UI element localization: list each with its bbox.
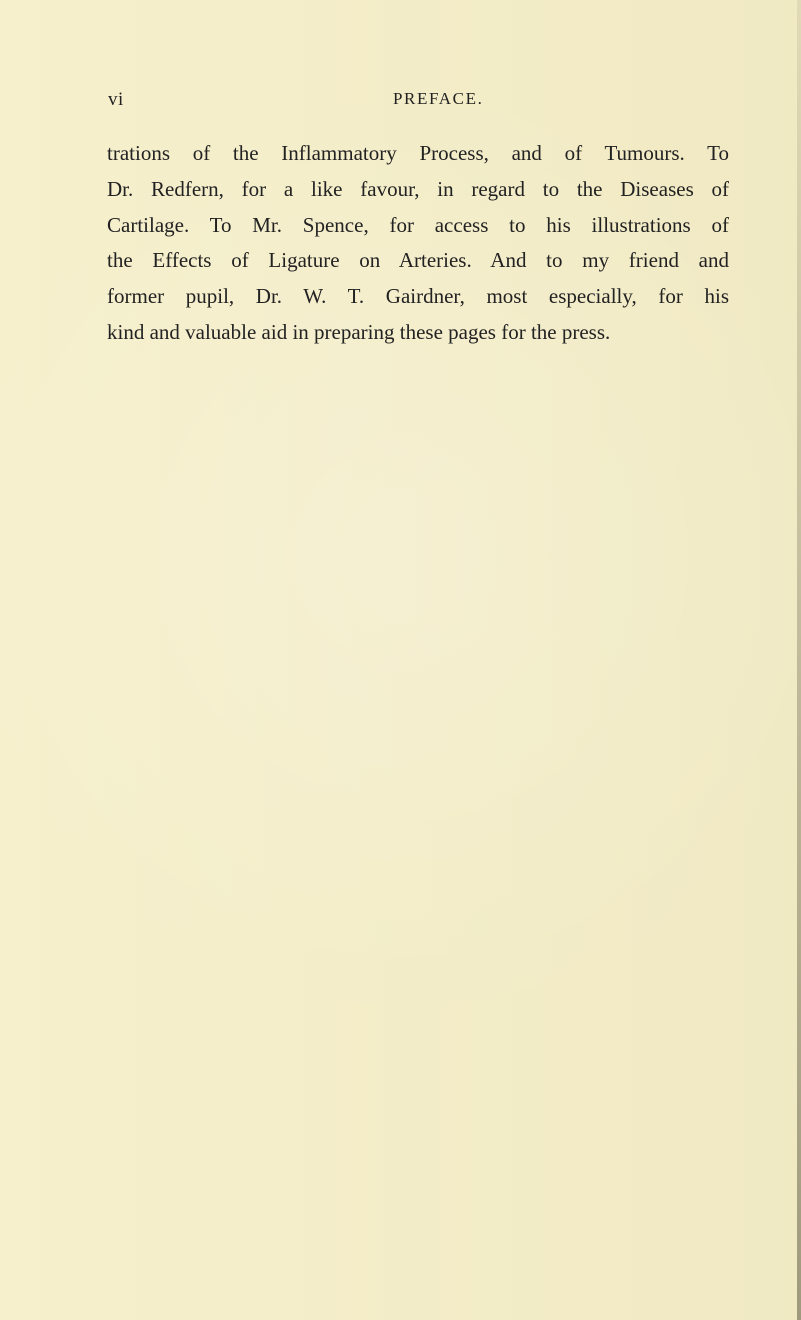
text-line: kind and valuable aid in preparing these pages for the press. — [107, 319, 611, 344]
running-title: PREFACE. — [393, 89, 484, 108]
page-edge-shadow — [797, 0, 801, 1320]
text-line: Dr. Redfern, for a like favour, in regard to the Diseases of — [107, 176, 729, 201]
page-number: vi — [108, 89, 124, 110]
text-line: the Effects of Ligature on Arteries. And to my friend and — [107, 248, 729, 273]
text-line: Cartilage. To Mr. Spence, for access to his illustrations of — [107, 212, 729, 237]
preface-paragraph — [107, 136, 729, 351]
text-line: former pupil, Dr. W. T. Gairdner, most especially, for his — [107, 284, 729, 309]
text-line: trations of the Inflammatory Process, and of Tumours. To — [107, 141, 729, 165]
page-header — [108, 89, 723, 117]
